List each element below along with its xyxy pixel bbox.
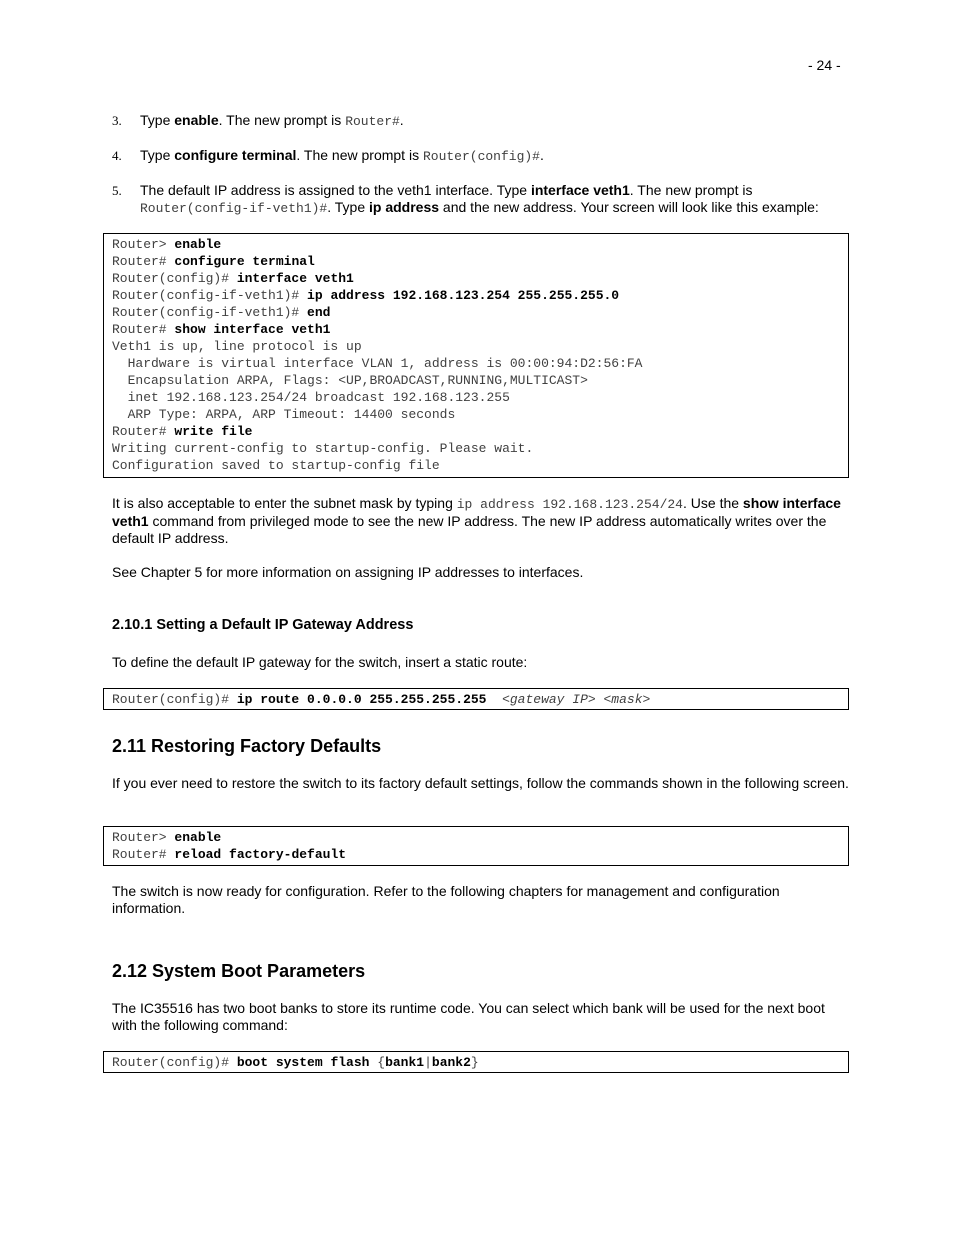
step-number: 5. — [112, 183, 122, 198]
step-text: Type enable. The new prompt is Router#. — [140, 112, 404, 129]
code-block-factory-default — [103, 826, 849, 866]
code-line: ARP Type: ARPA, ARP Timeout: 14400 seconds — [112, 407, 456, 422]
section-heading-2-12: 2.12 System Boot Parameters — [112, 961, 366, 981]
code-line: Router(config)# interface veth1 — [112, 271, 354, 286]
code-line: Configuration saved to startup-config file — [112, 458, 440, 473]
code-line: Hardware is virtual interface VLAN 1, address is 00:00:94:D2:56:FA — [112, 356, 643, 371]
paragraph-see-chapter: See Chapter 5 for more information on assigning IP addresses to interfaces. — [112, 564, 584, 580]
paragraph-ready: The switch is now ready for configuration. Refer to the following chapters for management and configuration information. — [112, 883, 780, 916]
code-line: inet 192.168.123.254/24 broadcast 192.168.123.255 — [112, 390, 510, 405]
step-number: 3. — [112, 113, 122, 128]
code-line: Router# configure terminal — [112, 254, 315, 269]
code-line: Router(config)# boot system flash {bank1|bank2} — [112, 1055, 479, 1070]
paragraph-boot-banks: The IC35516 has two boot banks to store its runtime code. You can select which bank will be used for the next boot with the following command: — [112, 1000, 825, 1033]
paragraph-subnet-mask: It is also acceptable to enter the subnet mask by typing ip address 192.168.123.254/24. Use the show interface veth1 command from privileged mode to see the new IP address. The new IP address automatically writes over the default IP address. — [112, 495, 841, 546]
code-line: Encapsulation ARPA, Flags: <UP,BROADCAST,RUNNING,MULTICAST> — [112, 373, 588, 388]
code-line: Router# reload factory-default — [112, 847, 347, 862]
step-text: The default IP address is assigned to the veth1 interface. Type interface veth1. The new prompt is Router(config-if-veth1)#. Type ip address and the new address. Your screen will look like this example: — [140, 182, 819, 216]
code-line: Router(config-if-veth1)# ip address 192.168.123.254 255.255.255.0 — [112, 288, 620, 303]
code-line: Router> enable — [112, 237, 222, 252]
code-line: Router(config)# ip route 0.0.0.0 255.255.255.255 <gateway IP> <mask> — [112, 692, 651, 707]
step-text: Type configure terminal. The new prompt is Router(config)#. — [140, 147, 544, 164]
page-number: - 24 - — [808, 57, 841, 73]
step-number: 4. — [112, 148, 122, 163]
code-block-ip-route — [103, 688, 849, 710]
paragraph-restore-defaults: If you ever need to restore the switch to its factory default settings, follow the commands shown in the following screen. — [112, 775, 849, 791]
code-block-interface-config — [103, 233, 849, 478]
code-line: Router> enable — [112, 830, 222, 845]
code-line: Router# show interface veth1 — [112, 322, 331, 337]
code-line: Writing current-config to startup-config. Please wait. — [112, 441, 534, 456]
section-heading-2-11: 2.11 Restoring Factory Defaults — [112, 736, 382, 756]
section-heading-2-10-1: 2.10.1 Setting a Default IP Gateway Address — [112, 617, 414, 633]
code-line: Veth1 is up, line protocol is up — [112, 339, 362, 354]
code-line: Router# write file — [112, 424, 253, 439]
code-line: Router(config-if-veth1)# end — [112, 305, 331, 320]
paragraph-static-route: To define the default IP gateway for the switch, insert a static route: — [112, 654, 528, 670]
code-block-boot-system — [103, 1051, 849, 1073]
